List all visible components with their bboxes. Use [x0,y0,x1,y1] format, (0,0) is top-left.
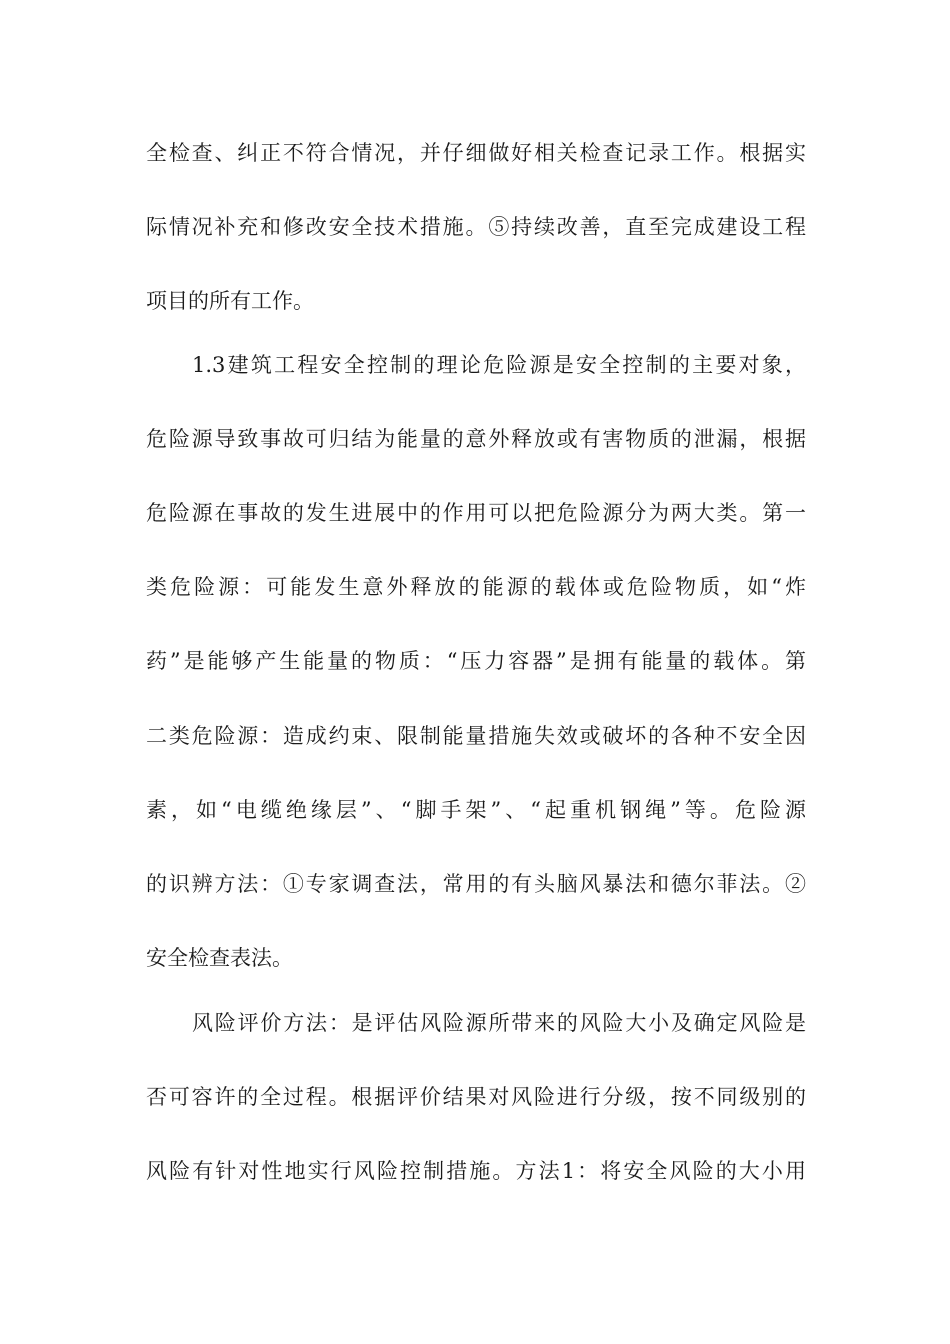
text-line: 否可容许的全过程。根据评价结果对风险进行分级，按不同级别的 [146,1085,806,1109]
text-line: 素，如“电缆绝缘层”、“脚手架”、“起重机钢绳”等。危险源 [146,798,806,822]
text-line: 项目的所有工作。 [146,289,314,313]
text-line: 危险源在事故的发生进展中的作用可以把危险源分为两大类。第一 [146,501,806,525]
text-line: 际情况补充和修改安全技术措施。⑤持续改善，直至完成建设工程 [146,215,806,239]
text-line: 1.3建筑工程安全控制的理论危险源是安全控制的主要对象， [192,353,806,377]
text-line: 危险源导致事故可归结为能量的意外释放或有害物质的泄漏，根据 [146,427,806,451]
text-line: 安全检查表法。 [146,946,293,970]
text-line: 风险有针对性地实行风险控制措施。方法1：将安全风险的大小用 [146,1159,806,1183]
text-line: 风险评价方法：是评估风险源所带来的风险大小及确定风险是 [192,1011,806,1035]
text-line: 全检查、纠正不符合情况，并仔细做好相关检查记录工作。根据实 [146,141,806,165]
text-line: 二类危险源：造成约束、限制能量措施失效或破坏的各种不安全因 [146,724,806,748]
text-line: 的识辨方法：①专家调查法，常用的有头脑风暴法和德尔菲法。② [146,872,806,896]
text-line: 类危险源：可能发生意外释放的能源的载体或危险物质，如“炸 [146,575,806,599]
text-line: 药”是能够产生能量的物质：“压力容器”是拥有能量的载体。第 [146,649,806,673]
